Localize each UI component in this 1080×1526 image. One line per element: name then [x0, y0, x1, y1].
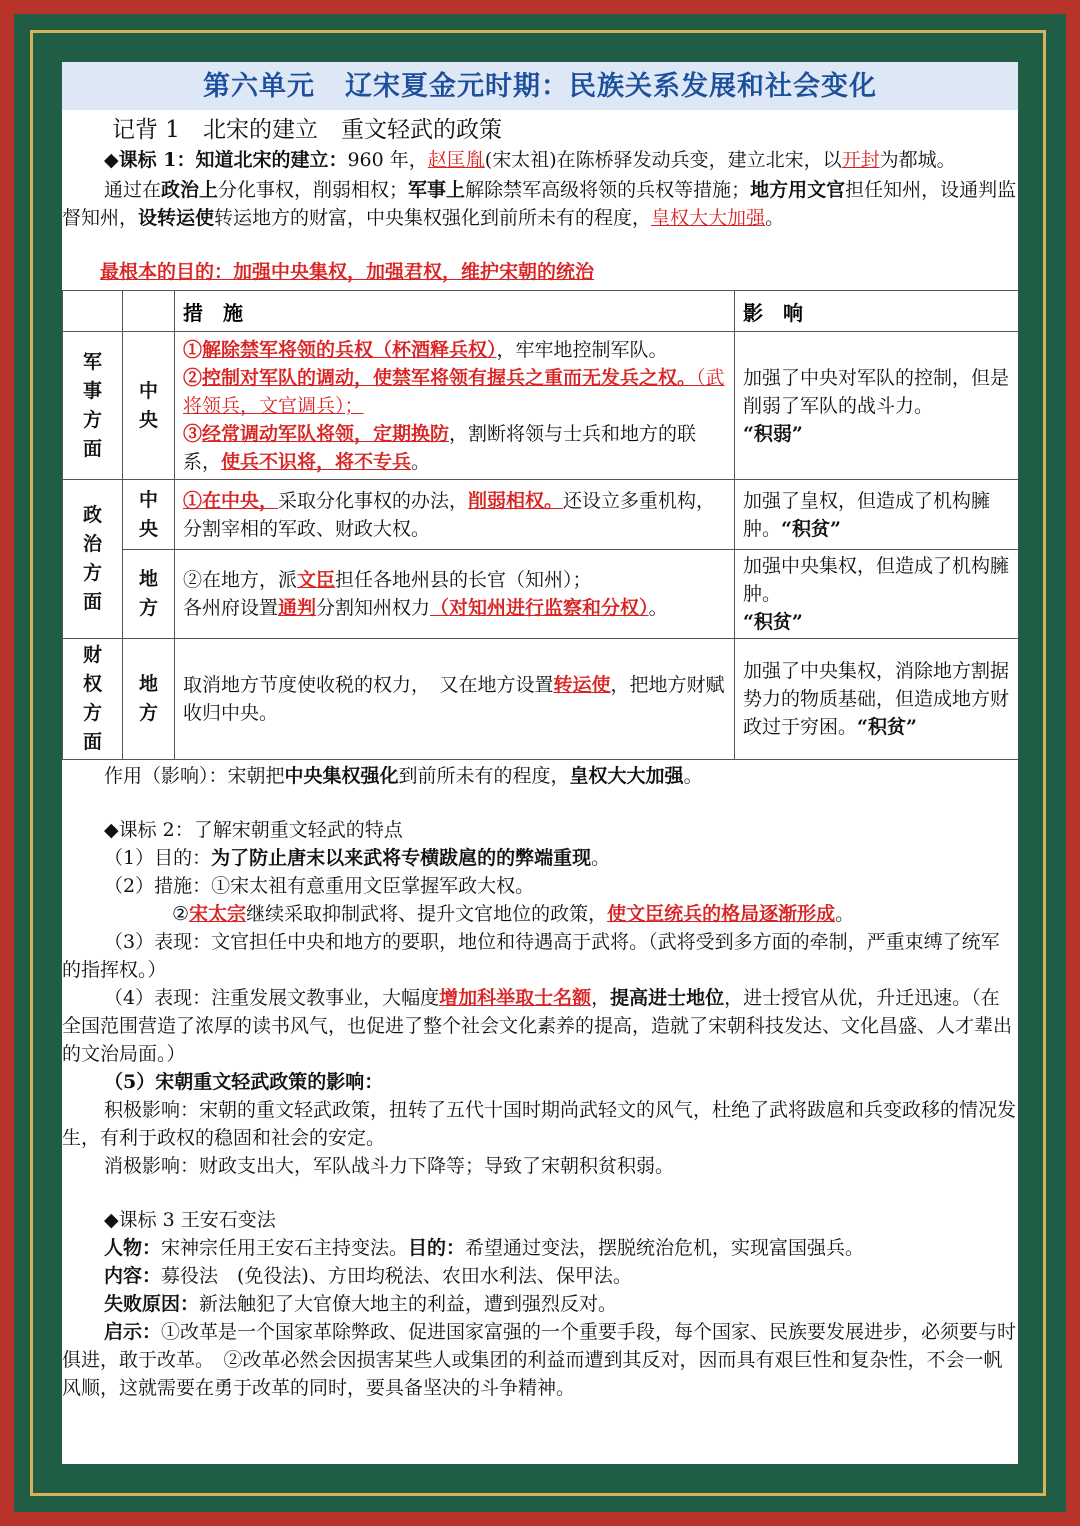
- effect-summary: [62, 762, 1018, 790]
- effect-text: 加强了中央对军队的控制，但是削弱了军队的战斗力。: [743, 366, 1010, 417]
- purpose-text: 最根本的目的：加强中央集权，加强君权，维护宋朝的统治: [100, 261, 595, 283]
- std2-measures: [62, 872, 1018, 900]
- page-title: [62, 62, 1018, 110]
- table-row: [63, 480, 1019, 550]
- highlight-text: 增加科举取士名额: [439, 987, 592, 1009]
- text: 积极影响：宋朝的重文轻武政策，扭转了五代十国时期尚武轻文的风气，杜绝了武将跋扈和兵变政移的情况发生，有利于政权的稳固和社会的安定。: [62, 1099, 1017, 1149]
- std2-manifestation-1: [62, 928, 1018, 984]
- std2-manifestation-2: [62, 984, 1018, 1068]
- effect-keyword: “积贫”: [857, 716, 917, 738]
- text: ，牢牢地控制军队。: [496, 338, 668, 361]
- title-topic: 辽宋夏金元时期：民族关系发展和社会变化: [345, 71, 877, 102]
- scope-central: [123, 480, 175, 550]
- text: 采取分化事权的办法，: [278, 489, 469, 512]
- header-empty-1: [63, 291, 123, 332]
- measure-cell: [175, 550, 735, 639]
- highlight-text: （对知州进行监察和分权）: [430, 597, 649, 619]
- effect-keyword: “积贫”: [743, 611, 803, 633]
- bold-text: 政治上: [161, 179, 219, 201]
- category-finance: [63, 639, 123, 760]
- category-military: [63, 332, 123, 480]
- bold-text: 地方用文官: [750, 179, 846, 201]
- category-label: 政治方面: [82, 504, 102, 613]
- heading-text: ◆课标 3 王安石变法: [104, 1209, 276, 1231]
- std2-positive-impact: [62, 1096, 1018, 1152]
- std3-people: [62, 1234, 1018, 1262]
- text: 。: [683, 765, 703, 787]
- header-empty-2: [123, 291, 175, 332]
- text: 继续采取抑制武将、提升文官地位的政策，: [246, 903, 608, 925]
- bold-text: 设转运使: [138, 207, 215, 229]
- text: 通过在: [104, 179, 162, 201]
- std1-prefix: ◆课标 1：知道北宋的建立：: [104, 149, 348, 171]
- bold-text: 内容：: [104, 1265, 162, 1287]
- highlight-text: 转运使: [553, 674, 611, 696]
- section-label: 记背 1: [112, 117, 180, 143]
- text: ，把地方财赋收归中央。: [183, 674, 725, 724]
- category-label: 军事方面: [82, 350, 102, 460]
- measure-cell: [175, 332, 735, 480]
- effect-cell: [735, 480, 1019, 550]
- highlight-imperial-power: 皇权大大加强: [651, 207, 766, 229]
- standard-3-heading: [62, 1206, 1018, 1234]
- effect-text: 加强中央集权，但造成了机构臃肿。: [743, 555, 1010, 605]
- table-row: [63, 332, 1019, 480]
- highlight-text: （武将领兵，文官调兵）；: [183, 366, 725, 417]
- highlight-text: 经常调动军队将领，定期换防: [202, 422, 450, 445]
- standard-1-paragraph: [62, 146, 1018, 174]
- effect-keyword: “积贫”: [781, 517, 841, 540]
- highlight-text: 通判: [278, 597, 317, 619]
- bold-text: 中央集权强化: [284, 765, 399, 787]
- text: （3）表现：文官担任中央和地方的要职，地位和待遇高于武将。（武将受到多方面的牵制，严重束缚了统军的指挥权。）: [62, 931, 1000, 981]
- text: 消极影响：财政支出大，军队战斗力下降等；导致了宋朝积贫积弱。: [104, 1155, 675, 1177]
- text: 到前所未有的程度，: [398, 765, 570, 787]
- effect-text: 加强了皇权，但造成了机构臃肿。: [743, 489, 991, 540]
- effect-cell: [735, 639, 1019, 760]
- bold-text: 目的：: [408, 1237, 466, 1259]
- text: ，割断将领与士兵和地方的联系，: [183, 422, 697, 473]
- text: 希望通过变法，摆脱统治危机，实现富国强兵。: [465, 1237, 865, 1259]
- bold-text: 军事上: [408, 179, 466, 201]
- text: 为都城。: [879, 149, 956, 171]
- bold-text: 为了防止唐末以来武将专横跋扈的的弊端重现: [211, 847, 592, 869]
- std2-impact-heading: [62, 1068, 1018, 1096]
- category-label: 财权方面: [82, 644, 102, 753]
- header-effects: 影 响: [735, 291, 1019, 332]
- circled-number: ②: [183, 366, 203, 389]
- text: 。: [835, 903, 855, 925]
- measures-table: [62, 290, 1018, 760]
- text: 担任各地州县的长官（知州）；: [335, 569, 592, 591]
- text: 取消地方节度使收税的权力， 又在地方设置: [183, 674, 554, 696]
- highlight-zhao: 赵匡胤: [427, 149, 485, 171]
- fundamental-purpose: [62, 258, 1018, 286]
- text: 募役法 (免役法)、方田均税法、农田水利法、保甲法。: [161, 1265, 632, 1287]
- circled-number: ①: [183, 338, 203, 361]
- scope-label: 地方: [138, 673, 158, 724]
- table-row: [63, 639, 1019, 760]
- bold-text: 提高进士地位: [610, 987, 725, 1009]
- highlight-text: ①在中央，: [183, 489, 279, 512]
- document-page: [62, 62, 1018, 1464]
- section-heading: [62, 114, 1018, 146]
- text: 新法触犯了大官僚大地主的利益，遭到强烈反对。: [199, 1293, 618, 1315]
- text: 960 年，: [347, 149, 428, 171]
- text: （4）表现：注重发展文教事业，大幅度: [104, 987, 440, 1009]
- standard-2-heading: [62, 816, 1018, 844]
- scope-label: 地方: [138, 568, 158, 619]
- scope-local: [123, 550, 175, 639]
- highlight-text: 削弱相权。: [468, 489, 564, 512]
- title-unit: 第六单元: [203, 71, 315, 102]
- scope-label: 中央: [138, 488, 158, 540]
- text: 分化事权，削弱相权；: [218, 179, 409, 201]
- section-title: 北宋的建立 重文轻武的政策: [202, 117, 502, 143]
- bold-text: （5）宋朝重文轻武政策的影响：: [104, 1071, 384, 1093]
- text: 还设立多重机构，分割宰相的军政、财政大权。: [183, 489, 716, 540]
- effect-cell: [735, 550, 1019, 639]
- text: 解除禁军高级将领的兵权等措施；: [465, 179, 751, 201]
- effect-keyword: “积弱”: [743, 422, 803, 445]
- text: （2）措施：①宋太祖有意重用文臣掌握军政大权。: [104, 875, 535, 897]
- text: 担任知州，设通判监督知州，: [62, 179, 1017, 229]
- text: 各州府设置: [183, 597, 279, 619]
- scope-local: [123, 639, 175, 760]
- bold-text: 人物：: [104, 1237, 162, 1259]
- highlight-kaifeng: 开封: [841, 149, 880, 171]
- centralization-paragraph: [62, 176, 1018, 232]
- effect-cell: [735, 332, 1019, 480]
- text: 作用（影响）：宋朝把: [104, 765, 285, 787]
- std3-insight: [62, 1318, 1018, 1402]
- highlight-text: 解除禁军将领的兵权（杯酒释兵权）: [202, 338, 497, 361]
- table-row: [63, 550, 1019, 639]
- text: 。: [591, 847, 611, 869]
- text: ①改革是一个国家革除弊政、促进国家富强的一个重要手段，每个国家、民族要发展进步，必须要与时俱进，敢于改革。 ②改革必然会因损害某些人或集团的利益而遭到其反对，因而具有艰巨性和复杂性，不会一帆风顺，这就需要在勇于改革的同时，要具备坚决的斗争精神。: [62, 1321, 1017, 1399]
- text: (宋太祖)在陈桥驿发动兵变，建立北宋，以: [484, 149, 842, 171]
- std3-failure: [62, 1290, 1018, 1318]
- highlight-text: 文臣: [297, 569, 336, 591]
- text: 。: [648, 597, 668, 619]
- measure-cell: [175, 480, 735, 550]
- text: ②: [172, 903, 190, 925]
- std2-measures-2: [62, 900, 1018, 928]
- table-header-row: [63, 291, 1019, 332]
- text: 转运地方的财富，中央集权强化到前所未有的程度，: [214, 207, 652, 229]
- text: ，: [591, 987, 611, 1009]
- text: 。: [411, 450, 431, 473]
- text: （1）目的：: [104, 847, 212, 869]
- scope-central: [123, 332, 175, 480]
- highlight-text: 使兵不识将，将不专兵: [221, 450, 412, 473]
- scope-label: 中央: [138, 379, 158, 431]
- std2-negative-impact: [62, 1152, 1018, 1180]
- bold-text: 启示：: [104, 1321, 162, 1343]
- text: ②在地方，派: [183, 569, 298, 591]
- header-measures: 措 施: [175, 291, 735, 332]
- text: 。: [765, 207, 785, 229]
- measure-cell: [175, 639, 735, 760]
- bold-text: 皇权大大加强: [569, 765, 684, 787]
- effect-text: 加强了中央集权，消除地方割据势力的物质基础，但造成地方财政过于穷困。: [743, 660, 1010, 738]
- text: 分割知州权力: [316, 597, 431, 619]
- std2-purpose: [62, 844, 1018, 872]
- text: 宋神宗任用王安石主持变法。: [161, 1237, 409, 1259]
- highlight-text: 控制对军队的调动，使禁军将领有握兵之重而无发兵之权。: [202, 366, 697, 389]
- highlight-text: 宋太宗: [189, 903, 247, 925]
- std3-content: [62, 1262, 1018, 1290]
- text: ，进士授官从优，升迁迅速。（在全国范围营造了浓厚的读书风气，也促进了整个社会文化素养的提高，造就了宋朝科技发达、文化昌盛、人才辈出的文治局面。）: [62, 987, 1013, 1065]
- circled-number: ③: [183, 422, 203, 445]
- category-political: [63, 480, 123, 639]
- highlight-text: 使文臣统兵的格局逐渐形成: [607, 903, 836, 925]
- bold-text: 失败原因：: [104, 1293, 200, 1315]
- heading-text: ◆课标 2：了解宋朝重文轻武的特点: [104, 819, 403, 841]
